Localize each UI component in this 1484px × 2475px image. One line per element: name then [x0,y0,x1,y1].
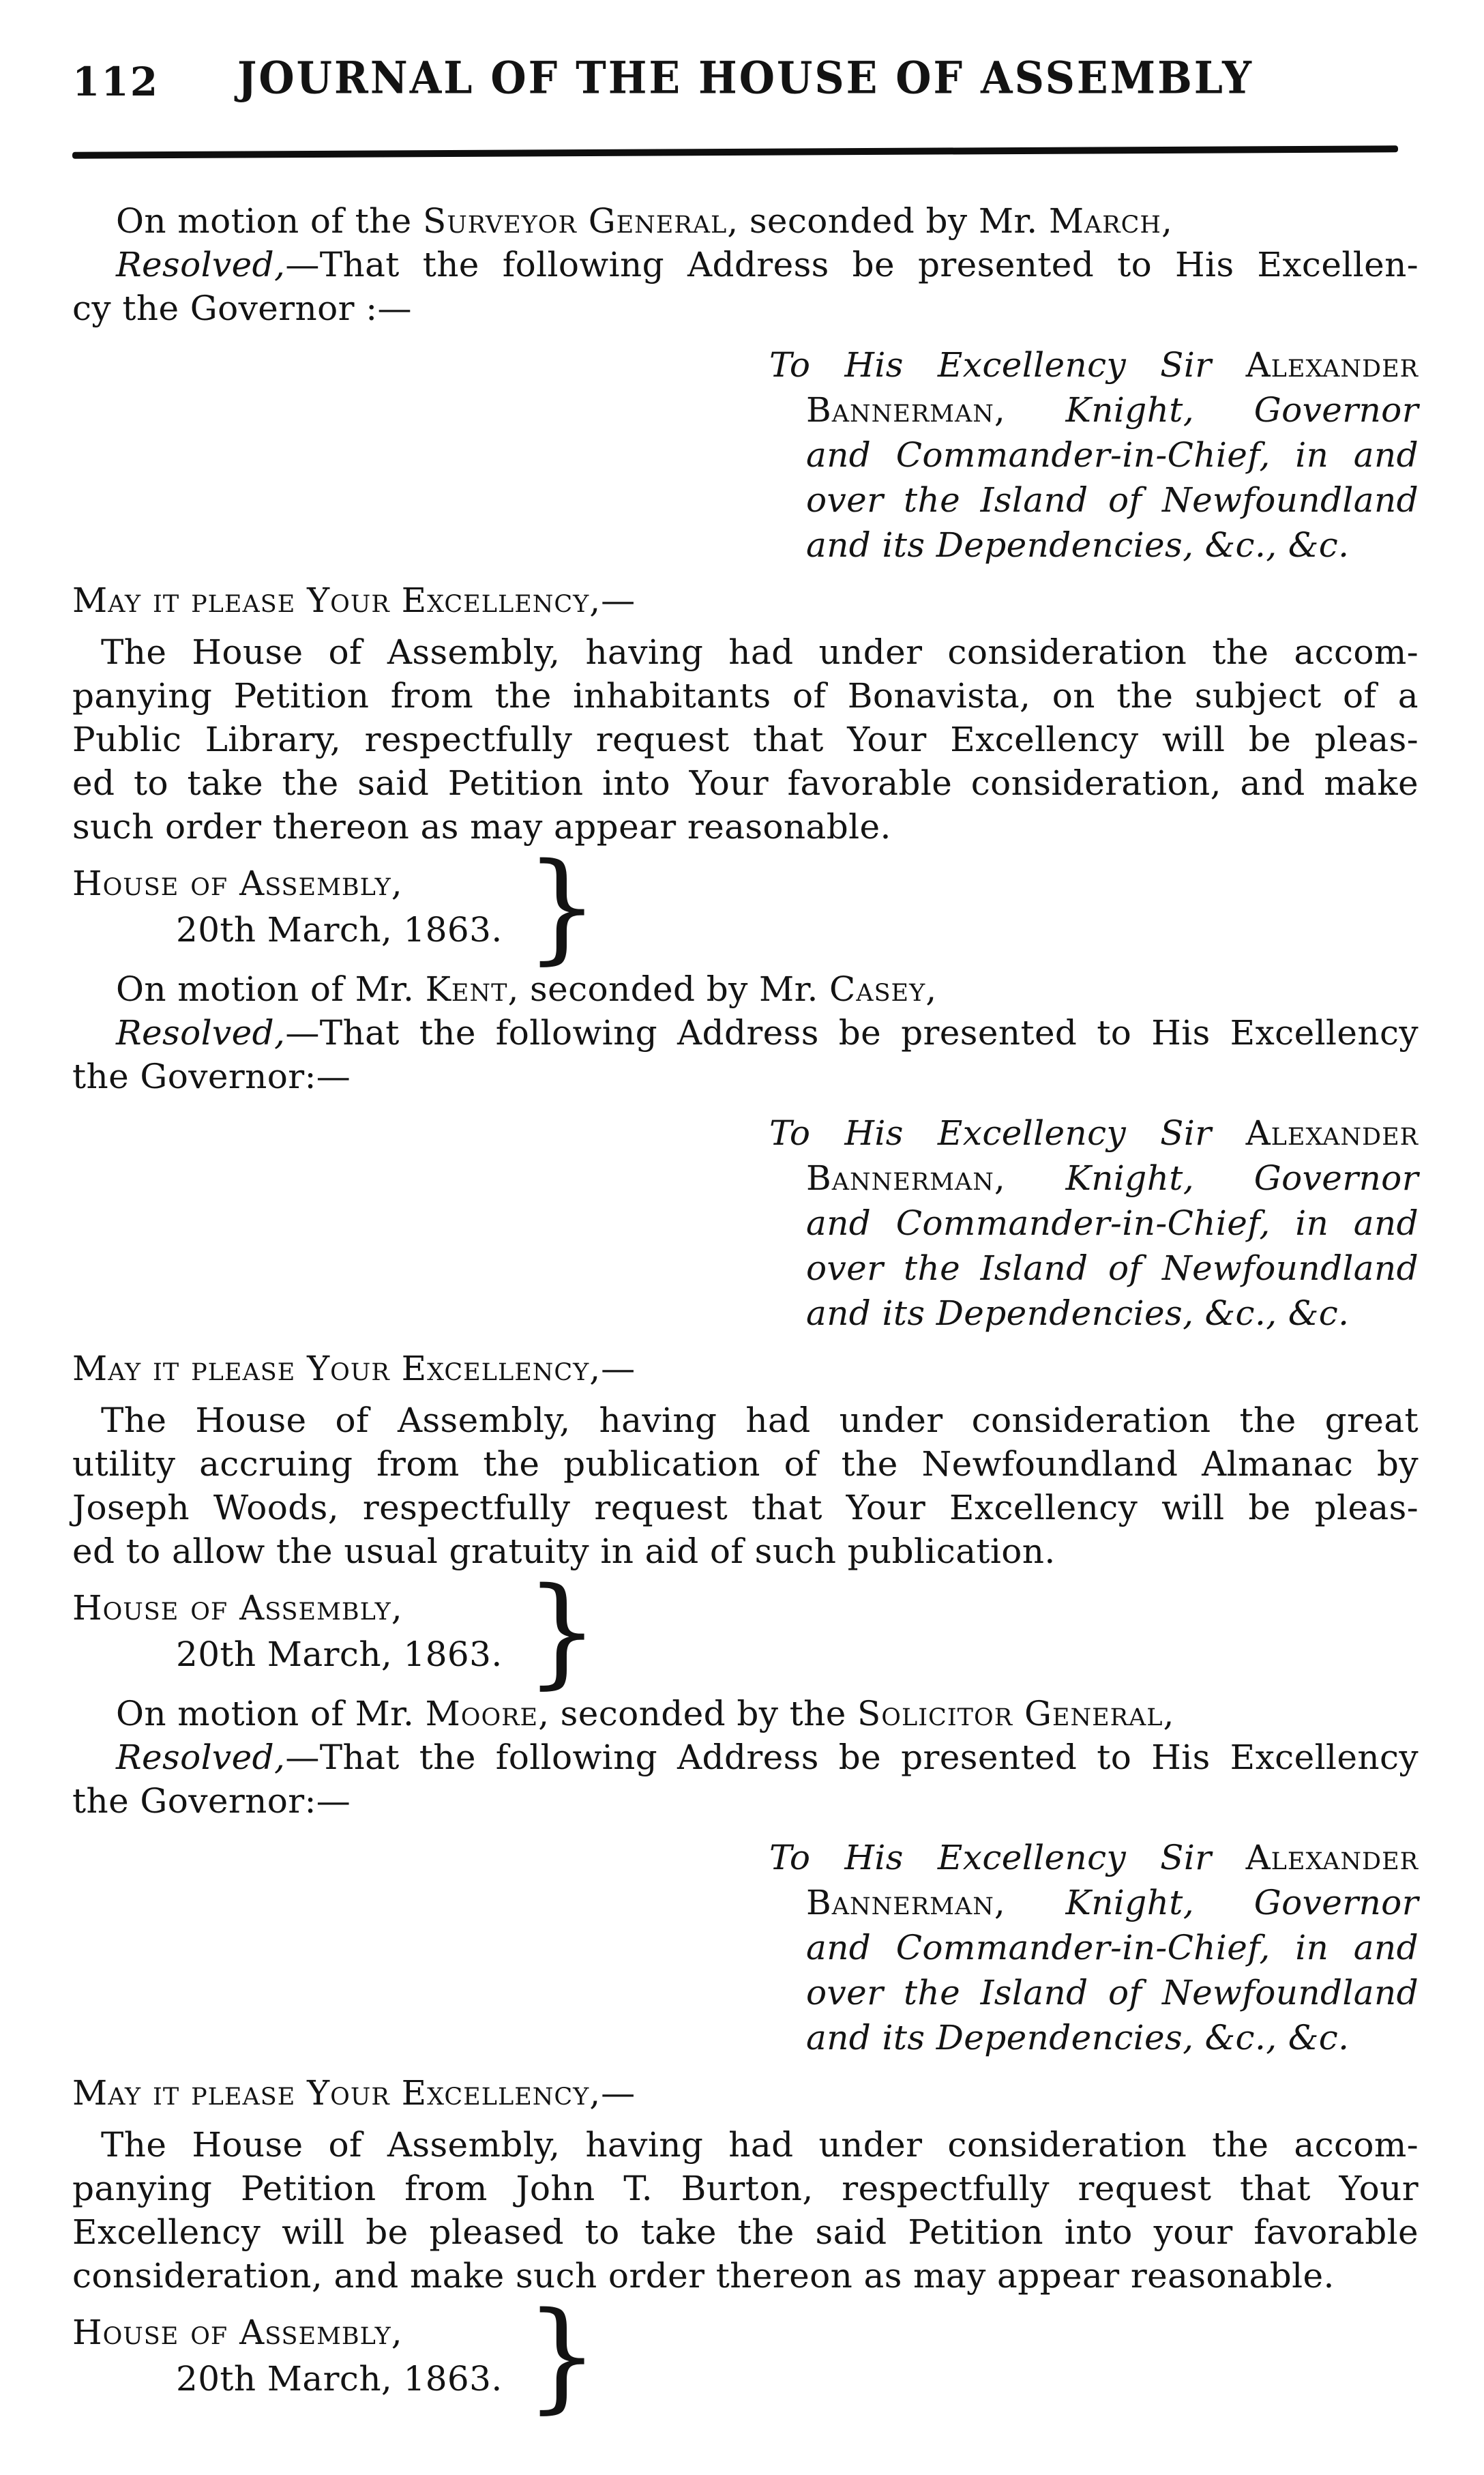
text-line [72,243,1419,287]
signoff-lines [72,1585,503,1678]
text-line [72,1529,1419,1573]
text-line [72,287,1419,330]
page-title: JOURNAL OF THE HOUSE OF ASSEMBLY [237,53,1253,104]
text-segment: ed to take the said Petition into Your favorable consideration, and make [72,763,1419,803]
text-segment: The House of Assembly, having had under consideration the accom- [101,2125,1419,2165]
text-segment: the Governor:— [72,1057,351,1096]
text-line [72,1442,1419,1486]
italic-text: and its Dependencies, &c., &c. [806,525,1350,565]
text-line [72,805,1419,849]
governor-address-block [769,1835,1419,2060]
text-line [72,1055,1419,1098]
text-line [806,1880,1419,1925]
small-caps-text: March [1048,201,1161,241]
signoff-date: 20th March, 1863. [176,2359,503,2399]
italic-text: Knight, Governor [1005,1883,1419,1922]
small-caps-text: May it please Your Excellency,— [72,1349,636,1388]
governor-address-block [769,342,1419,568]
text-segment: cy the Governor :— [72,289,412,328]
governor-address-block [769,1111,1419,1336]
text-line [72,199,1419,243]
text-segment: the Governor:— [72,1781,351,1821]
text-line [769,1835,1419,1880]
text-segment: , seconded by Mr. [507,969,830,1009]
text-segment: On motion of the [116,201,423,241]
text-line [806,1925,1419,1970]
text-line [72,1486,1419,1529]
italic-text: Resolved, [116,1738,286,1777]
text-segment: such order thereon as may appear reasonable. [72,807,891,847]
text-segment: , [1161,201,1173,241]
text-line [72,967,1419,1011]
text-segment: —That the following Address be presented to His Excellency [285,1013,1419,1053]
text-line [806,1201,1419,1246]
text-line [72,761,1419,805]
text-segment: ed to allow the usual gratuity in aid of such publication. [72,1532,1056,1571]
text-line [769,342,1419,387]
small-caps-text: Surveyor General [422,201,728,241]
text-line [72,1011,1419,1055]
text-line [806,523,1419,568]
text-segment: , seconded by the [538,1694,858,1733]
text-line [72,2210,1419,2254]
text-segment: panying Petition from John T. Burton, respectfully request that Your [72,2169,1419,2208]
motion-section [72,1692,1419,2425]
text-line [72,2071,1419,2115]
text-segment: consideration, and make such order thereon as may appear reasonable. [72,2256,1335,2296]
small-caps-text: House of Assembly, [72,2313,403,2352]
text-line [806,1970,1419,2015]
signoff-org [72,1585,503,1631]
small-caps-text: Solicitor General [857,1694,1163,1733]
small-caps-text: Bannerman, [806,1883,1006,1922]
signoff-lines [72,860,503,953]
header-rule [72,145,1398,159]
text-line [72,2167,1419,2210]
italic-text: and its Dependencies, &c., &c. [806,1293,1350,1333]
curly-brace-glyph: } [525,837,599,976]
text-line [769,1111,1419,1156]
text-segment: panying Petition from the inhabitants of Bonavista, on the subject of a [72,676,1419,716]
text-segment: The House of Assembly, having had under consideration the accom- [101,632,1419,672]
small-caps-text: House of Assembly, [72,864,403,903]
text-segment: —That the following Address be presented to His Excellency [285,1738,1419,1777]
italic-text: and Commander-in-Chief, in and [806,1203,1419,1243]
signoff-date: 20th March, 1863. [176,910,503,950]
text-line [72,1779,1419,1823]
text-segment: —That the following Address be presented to His Excellen- [285,245,1419,284]
page-number: 112 [72,59,160,105]
curly-brace-glyph: } [525,1562,599,1701]
text-line [72,1398,1419,1442]
text-segment: On motion of Mr. [116,969,426,1009]
text-line [72,674,1419,718]
signoff-block [72,2286,1419,2425]
italic-text: over the Island of Newfoundland [806,480,1419,520]
text-line [806,433,1419,478]
curly-brace-glyph: } [525,2286,599,2425]
italic-text: Resolved, [116,245,286,284]
italic-text: Knight, Governor [1005,390,1419,430]
text-line [72,630,1419,674]
text-segment: , [925,969,937,1009]
italic-text: over the Island of Newfoundland [806,1248,1419,1288]
small-caps-text: Bannerman, [806,1158,1006,1198]
text-segment: utility accruing from the publication of the Newfoundland Almanac by [72,1444,1419,1484]
text-line [72,718,1419,761]
text-line [72,2123,1419,2167]
signoff-block [72,837,1419,976]
italic-text: Resolved, [116,1013,286,1053]
text-line [72,2254,1419,2298]
small-caps-text: Alexander [1245,345,1419,385]
signoff-lines [72,2309,503,2402]
text-segment: Public Library, respectfully request that Your Excellency will be pleas- [72,720,1419,759]
text-segment: , [1163,1694,1174,1733]
italic-text: To His Excellency Sir [769,1838,1246,1877]
text-segment: On motion of Mr. [116,1694,426,1733]
document-body [72,199,1419,2425]
italic-text: over the Island of Newfoundland [806,1973,1419,2012]
small-caps-text: May it please Your Excellency,— [72,2073,636,2113]
text-line [806,1291,1419,1336]
small-caps-text: Casey [829,969,926,1009]
page-header [72,55,1419,112]
text-segment: Joseph Woods, respectfully request that Your Excellency will be pleas- [72,1488,1419,1527]
text-line [806,2015,1419,2060]
italic-text: Knight, Governor [1005,1158,1419,1198]
signoff-org [72,860,503,907]
small-caps-text: Kent [425,969,508,1009]
small-caps-text: Alexander [1245,1838,1419,1877]
text-segment: The House of Assembly, having had under consideration the great [101,1401,1419,1440]
text-line [72,1347,1419,1390]
text-line [72,1692,1419,1736]
text-line [806,1156,1419,1201]
text-line [806,1246,1419,1291]
small-caps-text: Moore [425,1694,539,1733]
motion-section [72,967,1419,1701]
small-caps-text: Alexander [1245,1113,1419,1153]
text-segment: , seconded by Mr. [727,201,1049,241]
signoff-date: 20th March, 1863. [176,1635,503,1674]
italic-text: To His Excellency Sir [769,1113,1246,1153]
italic-text: and Commander-in-Chief, in and [806,435,1419,475]
text-line [72,579,1419,622]
small-caps-text: House of Assembly, [72,1588,403,1628]
italic-text: and Commander-in-Chief, in and [806,1928,1419,1967]
text-line [806,387,1419,433]
text-segment: Excellency will be pleased to take the said Petition into your favorable [72,2212,1419,2252]
italic-text: To His Excellency Sir [769,345,1246,385]
small-caps-text: Bannerman, [806,390,1006,430]
small-caps-text: May it please Your Excellency,— [72,581,636,620]
motion-section [72,199,1419,976]
signoff-block [72,1562,1419,1701]
text-line [72,1736,1419,1779]
text-line [806,478,1419,523]
italic-text: and its Dependencies, &c., &c. [806,2018,1350,2057]
signoff-org [72,2309,503,2356]
